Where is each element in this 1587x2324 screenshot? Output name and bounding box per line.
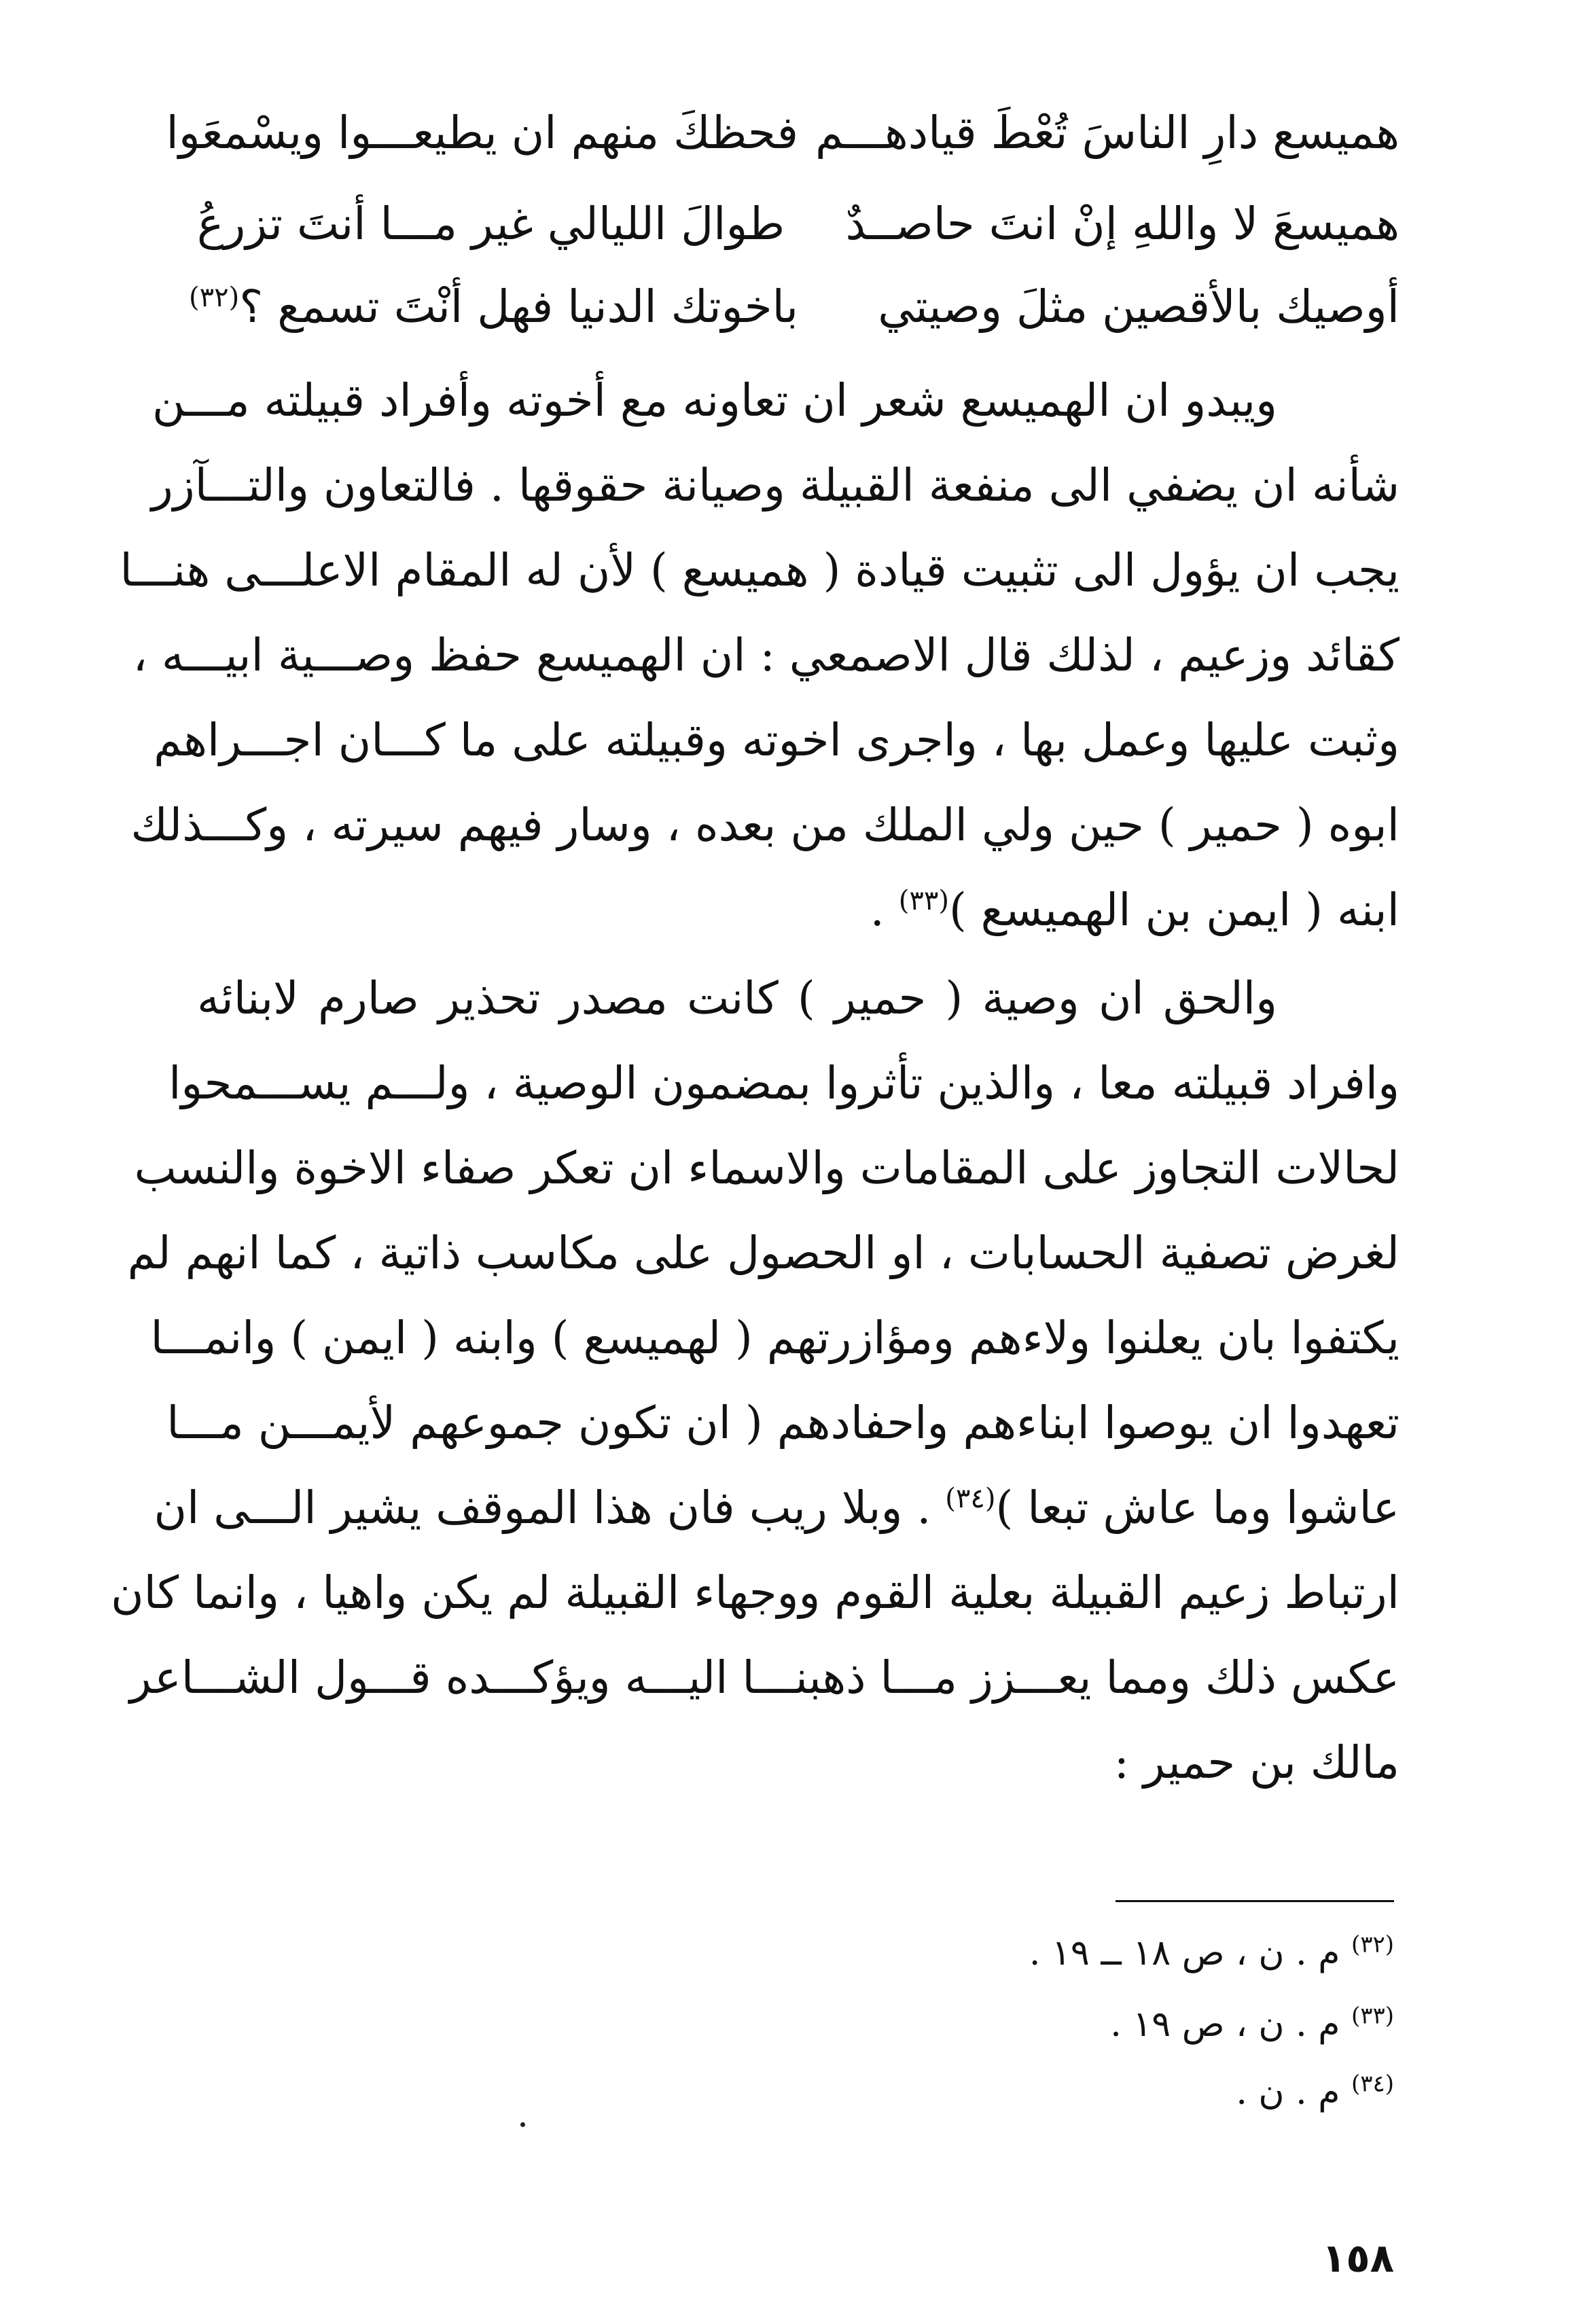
paragraph-1-line-1: ويبدو ان الهميسع شعر ان تعاونه مع أخوته وأفراد قبيلته مـــن bbox=[151, 374, 1277, 427]
verse-1 bbox=[166, 101, 1399, 166]
verse-3-first-hemistich: أوصيك بالأقصين مثلَ وصيتي bbox=[878, 281, 1399, 333]
paragraph-2-noted-after: . وبلا ريب فان هذا الموقف يشير الـــى ان bbox=[154, 1482, 946, 1534]
footnote-34 bbox=[579, 2062, 1394, 2123]
paragraph-1-line-7 bbox=[197, 870, 1399, 951]
paragraph-1-line-2: شأنه ان يضفي الى منفعة القبيلة وصيانة حقوقها . فالتعاون والتـــآزر bbox=[151, 459, 1399, 512]
paragraph-2-line-8: ارتباط زعيم القبيلة بعلية القوم ووجهاء القبيلة لم يكن واهيا ، وانما كان bbox=[111, 1567, 1399, 1619]
footnote-32-marker: (٣٢) bbox=[1351, 1931, 1394, 1959]
paragraph-1-line-5: وثبت عليها وعمل بها ، واجرى اخوته وقبيلته على ما كـــان اجـــراهم bbox=[154, 714, 1399, 766]
footnote-33-text: م . ن ، ص ١٩ . bbox=[1110, 2004, 1340, 2045]
verse-2-second-hemistich: طوالَ الليالي غير مـــا أنتَ تزرعُ bbox=[197, 198, 785, 250]
footnote-33-marker: (٣٣) bbox=[1351, 2002, 1394, 2030]
footnote-ref-33: (٣٣) bbox=[898, 885, 949, 916]
footnote-32-text: م . ن ، ص ١٨ ــ ١٩ . bbox=[1029, 1933, 1340, 1973]
paragraph-1-last-text: ابنه ( ايمن بن الهميسع ) bbox=[948, 884, 1399, 936]
paragraph-2-line-2: وافراد قبيلته معا ، والذين تأثروا بمضمون الوصية ، ولـــم يســـمحوا bbox=[168, 1057, 1399, 1109]
verse-3-second-text: باخوتك الدنيا فهل أنْتَ تسمع ؟ bbox=[239, 281, 798, 333]
scan-speck bbox=[520, 2122, 525, 2127]
paragraph-2-line-1: والحق ان وصية ( حمير ) كانت مصدر تحذير صارم لابنائه bbox=[197, 972, 1277, 1024]
paragraph-1-end-mark: . bbox=[870, 884, 899, 936]
footnote-ref-32: (٣٢) bbox=[189, 282, 240, 313]
verse-1-second-hemistich: فحظكَ منهم ان يطيعـــوا ويسْمعَوا bbox=[166, 107, 798, 159]
verse-3-second-hemistich bbox=[189, 274, 798, 340]
footnote-34-marker: (٣٤) bbox=[1351, 2070, 1394, 2098]
footnote-33 bbox=[579, 1994, 1394, 2055]
footnote-ref-34: (٣٤) bbox=[945, 1483, 996, 1514]
paragraph-2-line-3: لحالات التجاوز على المقامات والاسماء ان تعكر صفاء الاخوة والنسب bbox=[134, 1142, 1399, 1194]
paragraph-2-line-10: مالك بن حمير : bbox=[1113, 1736, 1399, 1789]
verse-3 bbox=[189, 274, 1399, 340]
paragraph-2-line-4: لغرض تصفية الحسابات ، او الحصول على مكاسب ذاتية ، كما انهم لم bbox=[127, 1227, 1399, 1279]
verse-2-first-hemistich: هميسعَ لا واللهِ إنْ انتَ حاصــدٌ bbox=[845, 198, 1399, 250]
paragraph-1-line-4: كقائد وزعيم ، لذلك قال الاصمعي : ان الهميسع حفظ وصـــية ابيـــه ، bbox=[132, 629, 1399, 681]
verse-1-first-hemistich: هميسع دارِ الناسَ تُعْطَ قيادهـــم bbox=[815, 107, 1399, 159]
paragraph-1-line-6: ابوه ( حمير ) حين ولي الملك من بعده ، وسار فيهم سيرته ، وكـــذلك bbox=[130, 799, 1399, 851]
paragraph-1-line-3: يجب ان يؤول الى تثبيت قيادة ( هميسع ) لأن له المقام الاعلـــى هنـــا bbox=[120, 544, 1399, 596]
page-number: ١٥٨ bbox=[1321, 2235, 1394, 2281]
paragraph-2-line-6: تعهدوا ان يوصوا ابناءهم واحفادهم ( ان تكون جموعهم لأيمـــن مـــا bbox=[166, 1397, 1399, 1449]
footnote-34-text: م . ن . bbox=[1236, 2072, 1340, 2113]
paragraph-2-line-7 bbox=[154, 1467, 1399, 1549]
paragraph-2-noted-before: عاشوا وما عاش تبعا ) bbox=[995, 1482, 1399, 1534]
footnote-divider bbox=[1116, 1900, 1394, 1902]
footnote-32 bbox=[579, 1923, 1394, 1984]
verse-2 bbox=[197, 192, 1399, 257]
paragraph-2-line-9: عكس ذلك ومما يعـــزز مـــا ذهبنـــا اليـــه ويؤكـــده قـــول الشـــاعر bbox=[129, 1651, 1399, 1704]
paragraph-2-line-5: يكتفوا بان يعلنوا ولاءهم ومؤازرتهم ( لهميسع ) وابنه ( ايمن ) وانمـــا bbox=[150, 1312, 1399, 1364]
